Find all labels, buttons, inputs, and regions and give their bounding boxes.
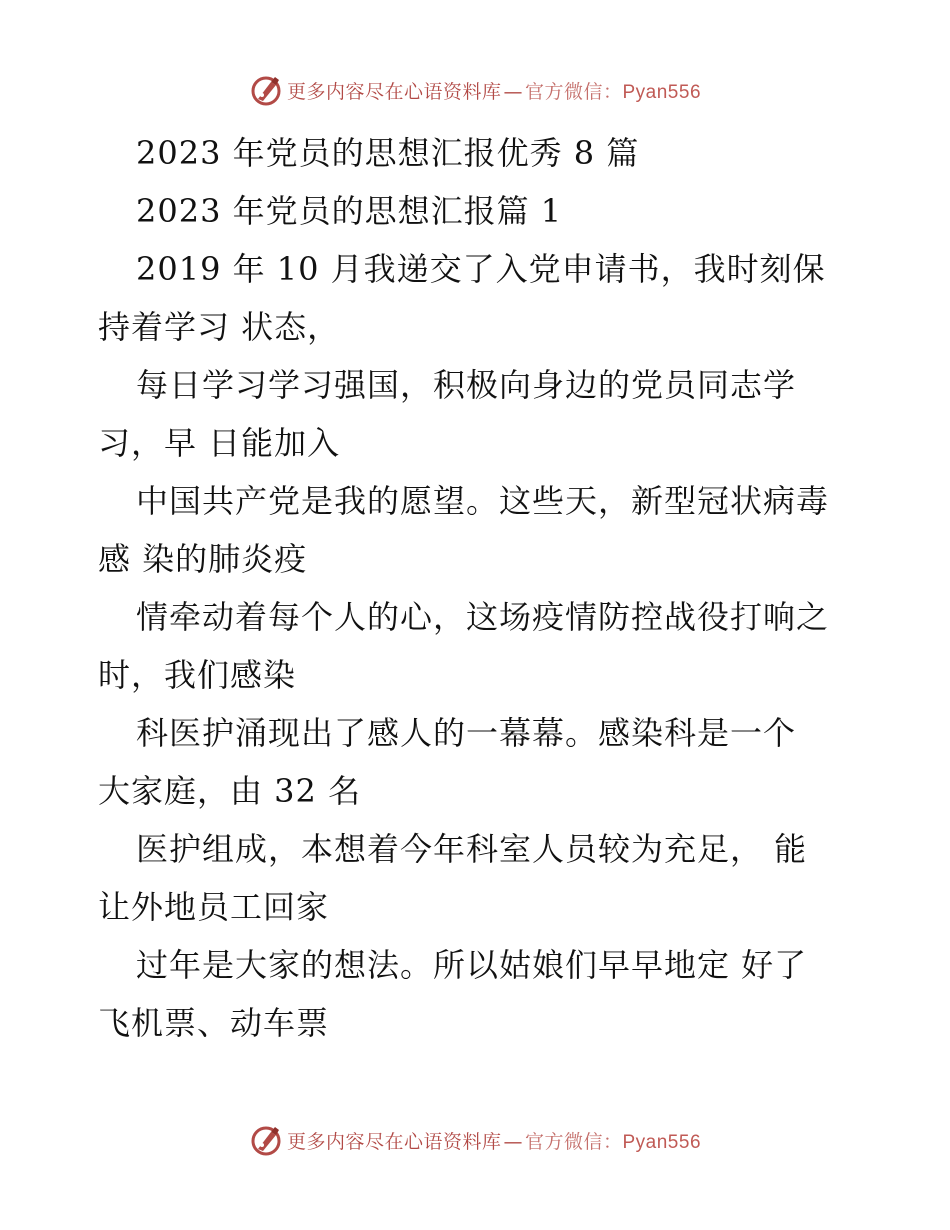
text-line: 医护组成，本想着今年科室人员较为充足， 能	[136, 830, 808, 868]
text-line: 每日学习学习强国，积极向身边的党员同志学	[136, 366, 797, 404]
text-line: 2023 年党员的思想汇报优秀 8 篇	[136, 134, 640, 172]
text-line: 情牵动着每个人的心，这场疫情防控战役打响之	[136, 598, 830, 636]
text-line: 大家庭，由 32 名	[98, 772, 362, 810]
text-line: 让外地员工回家	[98, 888, 330, 926]
text-line: 习，早 日能加入	[98, 424, 341, 462]
header-banner-wechat-label: 官方微信：	[524, 80, 623, 103]
footer-banner-wechat-id: Pyan556	[622, 1131, 702, 1153]
footer-banner-text	[287, 1127, 701, 1154]
pen-logo-icon	[249, 1123, 283, 1157]
text-line: 中国共产党是我的愿望。这些天，新型冠状病毒	[136, 482, 830, 520]
text-line: 过年是大家的想法。所以姑娘们早早地定 好了	[136, 946, 808, 984]
footer-banner-dash: —	[503, 1130, 523, 1153]
footer-banner	[0, 1120, 950, 1160]
document-body	[98, 124, 858, 1052]
header-banner-wechat-id: Pyan556	[622, 81, 702, 103]
header-banner-dash: —	[503, 80, 523, 103]
footer-banner-slogan: 更多内容尽在心语资料库	[286, 1130, 502, 1153]
text-line: 2019 年 10 月我递交了入党申请书，我时刻保	[136, 250, 826, 288]
text-line: 2023 年党员的思想汇报篇 1	[136, 192, 563, 230]
pen-logo-icon	[249, 73, 283, 107]
header-banner-text	[287, 77, 701, 104]
text-line: 飞机票、动车票	[98, 1004, 330, 1042]
header-banner-slogan: 更多内容尽在心语资料库	[286, 80, 502, 103]
text-line: 时，我们感染	[98, 656, 297, 694]
text-line: 科医护涌现出了感人的一幕幕。感染科是一个	[136, 714, 797, 752]
footer-banner-wechat-label: 官方微信：	[524, 1130, 623, 1153]
text-line: 持着学习 状态，	[98, 308, 341, 346]
header-banner	[0, 70, 950, 110]
text-line: 感 染的肺炎疫	[98, 540, 308, 578]
